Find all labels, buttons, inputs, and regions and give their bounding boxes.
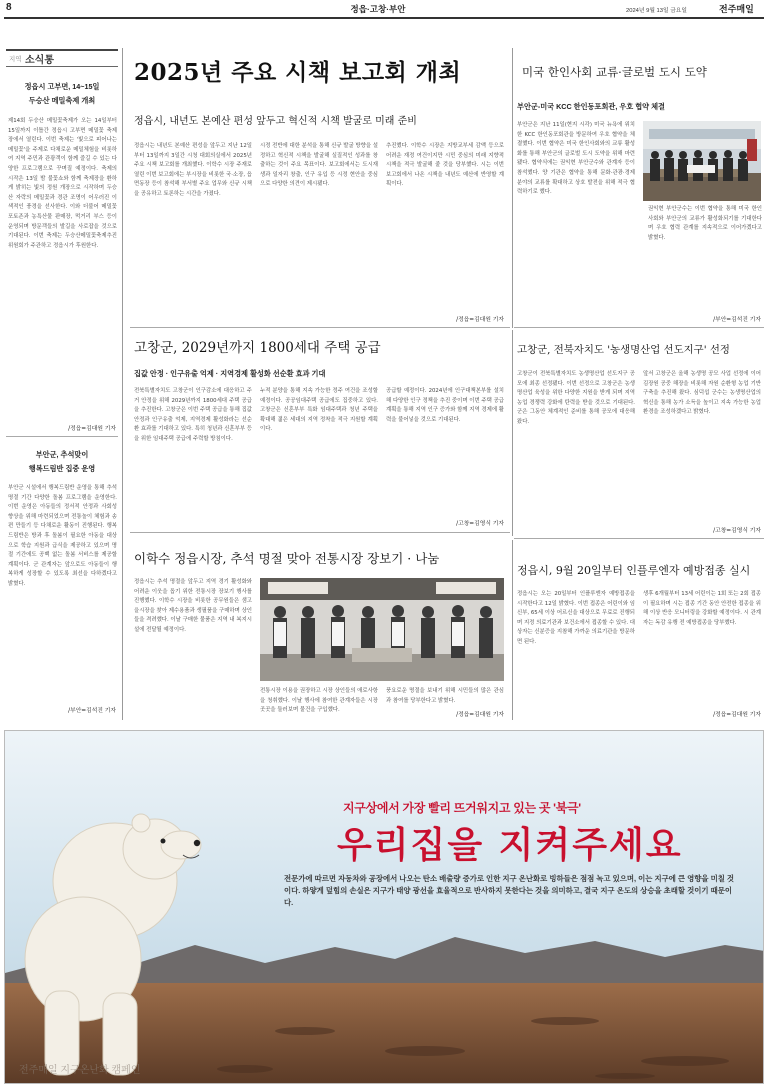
article4-divider bbox=[514, 538, 764, 539]
sidebar-news1-title bbox=[6, 80, 118, 108]
article4-col1: 고창군이 전북특별자치도 농생명산업 선도지구 공모에 최종 선정됐다. 이번 선정으로 고창군은 농생명산업 육성을 위한 다양한 지원을 받게 되며 지역 농업 경쟁력 강화에 탄력을 받을 것으로 기대된다. 군은 그동안 체계적인 준비를 통해 공모에 대응해 왔다. bbox=[517, 371, 635, 425]
market-photo-image bbox=[260, 578, 504, 681]
article1-col3: 추진했다. 이학수 시장은 지방교부세 감액 등으로 어려운 재정 여건이지만 시민 중심의 미래 지향적 시책을 적극 발굴해 줄 것을 당부했다. 시는 이번 보고회에서 나온 시책을 내년도 예산에 반영할 계획이다. bbox=[386, 143, 504, 188]
article6-byline: /정읍=김대원 기자 bbox=[713, 712, 761, 718]
ad-tagline: 지구상에서 가장 빨리 뜨거워지고 있는 곳 '북극' bbox=[343, 801, 581, 815]
article2-column-rule bbox=[512, 48, 513, 328]
article4-col2: 앞서 고창군은 올해 농생명 공모 사업 선정에 이어 김장원 공중 해장을 비롯해 자원 순환형 농업 기반 구축을 추진해 왔다. 심덕섭 군수는 농생명산업의 혁신을 통해 농가 소득을 높이고 지속 가능한 농업 환경을 조성하겠다고 밝혔다. bbox=[643, 371, 761, 416]
article1-col2: 시정 전반에 대한 분석을 통해 신규 발굴 방향을 설정하고 혁신적 시책을 발굴해 실질적인 성과를 창출하는 것이 주요 목표이다. 보고회에서는 도시재생과 일자리 창출, 인구 유입 등 시정 현안을 중심으로 다양한 의견이 제시됐다. bbox=[260, 143, 378, 188]
sidebar-label-region: 지역 bbox=[9, 56, 22, 63]
sidebar-news1-body: 제14회 두승산 메밀꽃축제가 오는 14일부터 15일까지 이틀간 정읍시 고부면 메밀꽃 축제장에서 열린다. 이번 축제는 '빛으로 피어나는 메밀꽃'을 주제로 다채로운 메밀체험을 비롯하여 지역 주민과 관광객이 함께 즐길 수 있는 다양한 프로그램으로 꾸며질 예정이다. 축제의 시작은 13일 밤 불꽃쇼와 함께 축제장을 환하게 밝히는 빛의 정원 개장으로 시작하며 두승산 자락의 메밀꽃과 경관 조명이 어우러진 이색적인 풍경을 선사한다. 이와 더불어 메밀꽃 포토존과 농특산물 판매장, 먹거리 부스 등이 운영되며 방문객들의 발길을 사로잡을 것으로 기대된다. 이번 축제는 두승산메밀꽃축제추진위원회가 주관하고 정읍시가 후원한다. bbox=[8, 118, 117, 249]
article3-divider bbox=[130, 532, 510, 533]
article5-headline: 이학수 정읍시장, 추석 명절 맞아 전통시장 장보기 · 나눔 bbox=[134, 551, 440, 566]
header-rule bbox=[4, 17, 764, 19]
article5-col1: 정읍시는 추석 명절을 앞두고 지역 경기 활성화와 어려운 이웃을 돕기 위한 전통시장 장보기 행사를 진행했다. 이학수 시장을 비롯한 공무원들은 샘고을시장을 찾아 제수용품과 생필품을 구매하며 상인들을 격려했다. 이날 구매한 물품은 지역 내 복지시설에 전달될 예정이다. bbox=[134, 579, 252, 633]
sidebar-news2-title-line1: 부안군, 추석맞이 bbox=[35, 450, 89, 459]
article1-headline: 2025년 주요 시책 보고회 개최 bbox=[134, 59, 462, 86]
article6-column-rule bbox=[512, 540, 513, 720]
issue-date: 2024년 9월 13일 금요일 bbox=[626, 8, 687, 14]
section-title: 정읍·고창·부안 bbox=[350, 4, 406, 14]
article6-headline: 정읍시, 9월 20일부터 인플루엔자 예방접종 실시 bbox=[517, 564, 751, 577]
sidebar-news2-body: 부안군 시설에서 행복드림반 운영을 통해 추석 명절 기간 다양한 돌봄 프로그램을 운영한다. 이번 운영은 아동들의 정서적 안정과 사회성 향상을 위해 마련되었으며 전통놀이 체험과 송편 만들기 등 다채로운 활동이 진행된다. 행복드림반은 방과 후 돌봄이 필요한 아동을 대상으로 학습 지원과 급식을 제공하고 있으며 명절 기간에도 공백 없는 돌봄 서비스를 제공할 계획이다. 군 관계자는 앞으로도 아동들이 행복하게 성장할 수 있도록 최선을 다하겠다고 밝혔다. bbox=[8, 485, 117, 587]
article3-col3: 공급할 예정이다. 2024년에 인구대책본부를 설치해 다양한 인구 정책을 추진 중이며 이번 주택 공급 계획을 통해 지역 인구 증가와 함께 지역 경제에 활력을 불어넣을 것으로 기대된다. bbox=[386, 388, 504, 423]
page-header bbox=[0, 0, 768, 16]
sidebar-news1-title-line2: 두승산 메밀축제 개최 bbox=[28, 96, 96, 105]
article4-byline: /고창=김영식 기자 bbox=[713, 528, 761, 534]
article3-byline: /고창=김영식 기자 bbox=[456, 521, 504, 527]
sidebar-label-title: 소식통 bbox=[25, 55, 54, 66]
article1-divider bbox=[130, 327, 510, 328]
article5-photo bbox=[260, 578, 504, 681]
sidebar-header bbox=[6, 49, 118, 65]
ad-headline: 우리집을 지켜주세요 bbox=[337, 824, 683, 866]
article1-subhead: 정읍시, 내년도 본예산 편성 앞두고 혁신적 시책 발굴로 미래 준비 bbox=[134, 116, 417, 127]
newspaper-name: 전주매일 bbox=[719, 4, 754, 14]
article3-col2: 누적 분양을 통해 지속 가능한 정주 여건을 조성할 예정이다. 공공임대주택 공급에도 집중하고 있다. 고창군은 신혼부부 특화 임대주택과 청년 주택을 확대해 젊은 세대의 지역 정착을 적극 지원할 계획이다. bbox=[260, 388, 378, 433]
article5-byline: /정읍=김대원 기자 bbox=[456, 712, 504, 718]
sidebar-news1-byline: /정읍=김대원 기자 bbox=[68, 426, 116, 432]
article4-headline: 고창군, 전북자치도 '농생명산업 선도지구' 선정 bbox=[517, 344, 730, 356]
article2-photo bbox=[643, 121, 761, 201]
article2-subhead: 부안군-미국 KCC 한인동포회관, 우호 협약 체결 bbox=[517, 102, 665, 111]
ad-body: 전문가에 따르면 자동차와 공장에서 나오는 탄소 배출량 증가로 인한 지구 온난화로 빙하들은 점점 녹고 있으며, 이는 지구에 큰 영향을 미칠 것이다. 하얗게 덮힘의 손실은 지구가 태양 광선을 효율적으로 반사하지 못한다는 것을 의미하고, 결국 지구 온도의 상승을 초래할 것이기 때문이다. bbox=[284, 874, 735, 907]
article4-column-rule bbox=[512, 330, 513, 536]
article2-headline: 미국 한인사회 교류·글로벌 도시 도약 bbox=[522, 65, 707, 79]
article2-caption: 권익현 부안군수는 이번 협약을 통해 미국 한인사회와 부안군의 교류가 활성화되기를 기대한다며 우호 협력 관계를 지속적으로 이어가겠다고 밝혔다. bbox=[648, 206, 762, 241]
article3-subhead: 집값 안정 · 인구유출 억제 · 지역경제 활성화 선순환 효과 기대 bbox=[134, 369, 326, 378]
article3-headline: 고창군, 2029년까지 1800세대 주택 공급 bbox=[134, 340, 381, 356]
sidebar-column-rule bbox=[122, 48, 123, 720]
sidebar-divider bbox=[6, 66, 118, 67]
article1-byline: /정읍=김대원 기자 bbox=[456, 317, 504, 323]
sidebar-news2-byline: /부안=김석진 기자 bbox=[68, 708, 116, 714]
sidebar-divider-2 bbox=[6, 436, 118, 437]
ad-footer: 전주매일 지구온난화 캠페인 bbox=[19, 1065, 141, 1076]
article1-col1: 정읍시는 내년도 본예산 편성을 앞두고 지난 12일부터 13일까지 3일간 시청 대회의실에서 2025년 주요 시책 보고회를 개최했다. 이학수 시장 주재로 열린 이번 보고회에는 부시장을 비롯한 국·소장, 읍면동장 등이 참석해 부서별 주요 업무와 신규 시책을 공유하고 토론하는 시간을 가졌다. bbox=[134, 143, 252, 197]
page-number: 8 bbox=[6, 2, 12, 13]
sidebar-news1-title-line1: 정읍시 고부면, 14~15일 bbox=[24, 82, 100, 91]
article2-divider bbox=[514, 327, 764, 328]
group-photo-image bbox=[643, 121, 761, 201]
article6-col1: 정읍시는 오는 20일부터 인플루엔자 예방접종을 시작한다고 12일 밝혔다. 이번 접종은 어린이와 임신부, 65세 이상 어르신을 대상으로 무료로 진행되며 지정 의료기관과 보건소에서 접종할 수 있다. 대상자는 신분증을 지참해 가까운 의료기관을 방문하면 된다. bbox=[517, 591, 635, 645]
sidebar-news2-title-line2: 행복드림반 집중 운영 bbox=[28, 464, 96, 473]
arctic-campaign-ad[interactable] bbox=[4, 730, 764, 1084]
article3-col1: 전북특별자치도 고창군이 인구감소에 대응하고 주거 안정을 위해 2029년까지 1800세대 주택 공급을 추진한다. 고창군은 이번 주택 공급을 통해 집값 안정과 인구유출 억제, 지역경제 활성화라는 선순환 효과를 기대하고 있다. 특히 청년과 신혼부부 등을 위한 임대주택 공급에 주력할 방침이다. bbox=[134, 388, 252, 442]
article2-byline: /부안=김석진 기자 bbox=[713, 317, 761, 323]
article5-col2: 전통시장 이용을 권장하고 시장 상인들의 애로사항을 청취했다. 이날 행사에 참여한 관계자들은 시장 곳곳을 둘러보며 물건을 구입했다. bbox=[260, 688, 378, 714]
sidebar-news2-title bbox=[6, 448, 118, 476]
article2-body: 부안군은 지난 11일(현지 시각) 미국 뉴욕에 위치한 KCC 한인동포회관을 방문하여 우호 협약을 체결했다. 이번 협약은 미국 한인사회와의 교류 활성화를 통해 부안군의 글로벌 도시 도약을 위해 마련됐다. 협약식에는 권익현 부안군수와 관계자 등이 참석했다. 양 기관은 협약을 통해 문화·관광·경제 분야의 교류를 확대하고 상호 발전을 위해 적극 협력하기로 했다. bbox=[517, 122, 635, 196]
article5-col3: 풍요로운 명절을 보내기 위해 시민들의 많은 관심과 참여를 당부한다고 밝혔다. bbox=[386, 688, 504, 704]
article6-col2: 생후 6개월부터 13세 어린이는 1회 또는 2회 접종이 필요하며 시는 접종 기간 동안 안전한 접종을 위해 이상 반응 모니터링을 강화할 예정이다. 시 관계자는 독감 유행 전 예방접종을 당부했다. bbox=[643, 591, 761, 626]
